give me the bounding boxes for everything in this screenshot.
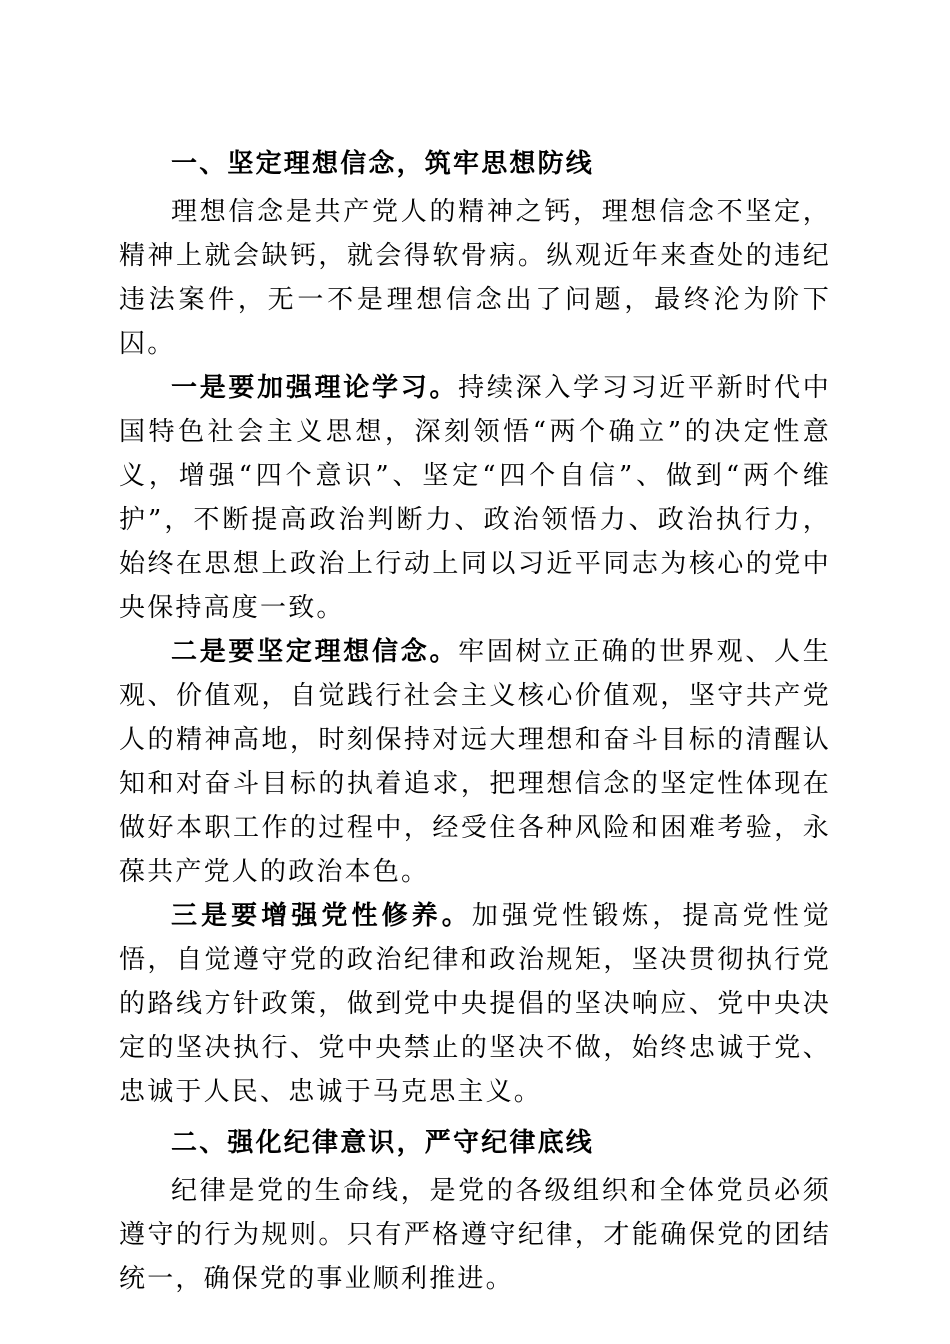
point-text-1: 持续深入学习习近平新时代中国特色社会主义思想，深刻领悟“两个确立”的决定性意义，增强“四个意识”、坚定“四个自信”、做到“两个维护”，不断提高政治判断力、政治领悟力、政治执行力，始终在思想上政治上行动上同以习近平同志为核心的党中央保持高度一致。 <box>119 373 831 623</box>
section-1-intro-paragraph: 理想信念是共产党人的精神之钙，理想信念不坚定，精神上就会缺钙，就会得软骨病。纵观近年来查处的违纪违法案件，无一不是理想信念出了问题，最终沦为阶下囚。 <box>119 197 831 359</box>
point-lead-2: 二是要坚定理想信念。 <box>171 637 459 667</box>
section-heading-1: 一、坚定理想信念，筑牢思想防线 <box>171 149 595 179</box>
point-lead-3: 三是要增强党性修养。 <box>171 901 472 931</box>
section-heading-2: 二、强化纪律意识，严守纪律底线 <box>171 1128 595 1158</box>
point-paragraph-3 <box>119 894 831 1114</box>
document-page <box>119 138 831 1301</box>
point-paragraph-1 <box>119 366 831 630</box>
point-paragraph-2 <box>119 630 831 894</box>
point-text-2: 牢固树立正确的世界观、人生观、价值观，自觉践行社会主义核心价值观，坚守共产党人的精神高地，时刻保持对远大理想和奋斗目标的清醒认知和对奋斗目标的执着追求，把理想信念的坚定性体现在做好本职工作的过程中，经受住各种风险和困难考验，永葆共产党人的政治本色。 <box>119 637 831 887</box>
point-text-3: 加强党性锻炼，提高党性觉悟，自觉遵守党的政治纪律和政治规矩，坚决贯彻执行党的路线方针政策，做到党中央提倡的坚决响应、党中央决定的坚决执行、党中央禁止的坚决不做，始终忠诚于党、忠诚于人民、忠诚于马克思主义。 <box>119 901 831 1107</box>
point-lead-1: 一是要加强理论学习。 <box>171 373 459 403</box>
section-2-intro-paragraph: 纪律是党的生命线，是党的各级组织和全体党员必须遵守的行为规则。只有严格遵守纪律，才能确保党的团结统一，确保党的事业顺利推进。 <box>119 1176 831 1294</box>
